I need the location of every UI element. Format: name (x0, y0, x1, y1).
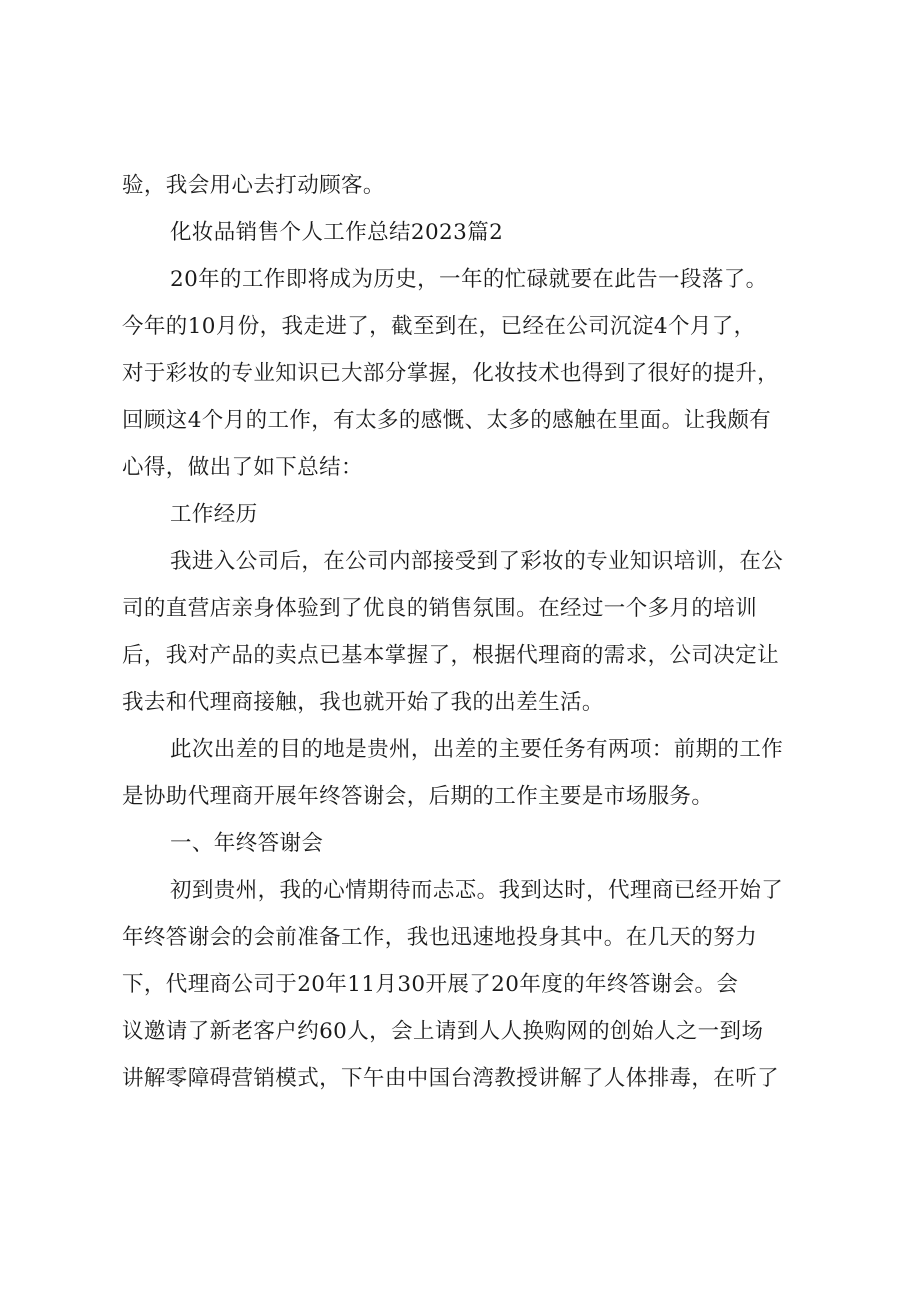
text-line: 司的直营店亲身体验到了优良的销售氛围。在经过一个多月的培训 (122, 596, 758, 621)
text-line: 对于彩妆的专业知识已大部分掌握，化妆技术也得到了很好的提升， (122, 361, 780, 386)
text-line: 回顾这4个月的工作，有太多的感慨、太多的感触在里面。让我颇有 (122, 408, 772, 433)
text-line: 今年的10月份，我走进了，截至到在，已经在公司沉淀4个月了， (122, 314, 756, 339)
text-line: 讲解零障碍营销模式，下午由中国台湾教授讲解了人体排毒，在听了 (122, 1066, 780, 1091)
text-line: 此次出差的目的地是贵州，出差的主要任务有两项：前期的工作 (170, 737, 784, 762)
text-line: 一、年终答谢会 (170, 831, 324, 856)
text-line: 年终答谢会的会前准备工作，我也迅速地投身其中。在几天的努力 (122, 925, 758, 950)
document-body (122, 162, 822, 1102)
text-line: 初到贵州，我的心情期待而忐忑。我到达时，代理商已经开始了 (170, 878, 784, 903)
text-line: 后，我对产品的卖点已基本掌握了，根据代理商的需求，公司决定让 (122, 643, 780, 668)
text-line: 20年的工作即将成为历史，一年的忙碌就要在此告一段落了。 (170, 267, 768, 292)
text-line: 是协助代理商开展年终答谢会，后期的工作主要是市场服务。 (122, 784, 714, 809)
text-line: 心得，做出了如下总结： (122, 455, 363, 480)
text-line: 下，代理商公司于20年11月30开展了20年度的年终答谢会。会 (122, 972, 739, 997)
text-line: 验，我会用心去打动顾客。 (122, 173, 385, 198)
text-line: 化妆品销售个人工作总结2023篇2 (170, 220, 504, 245)
text-line: 我去和代理商接触，我也就开始了我的出差生活。 (122, 690, 604, 715)
text-line: 议邀请了新老客户约60人，会上请到人人换购网的创始人之一到场 (122, 1019, 764, 1044)
text-line: 工作经历 (170, 502, 258, 527)
text-line: 我进入公司后，在公司内部接受到了彩妆的专业知识培训，在公 (170, 549, 784, 574)
